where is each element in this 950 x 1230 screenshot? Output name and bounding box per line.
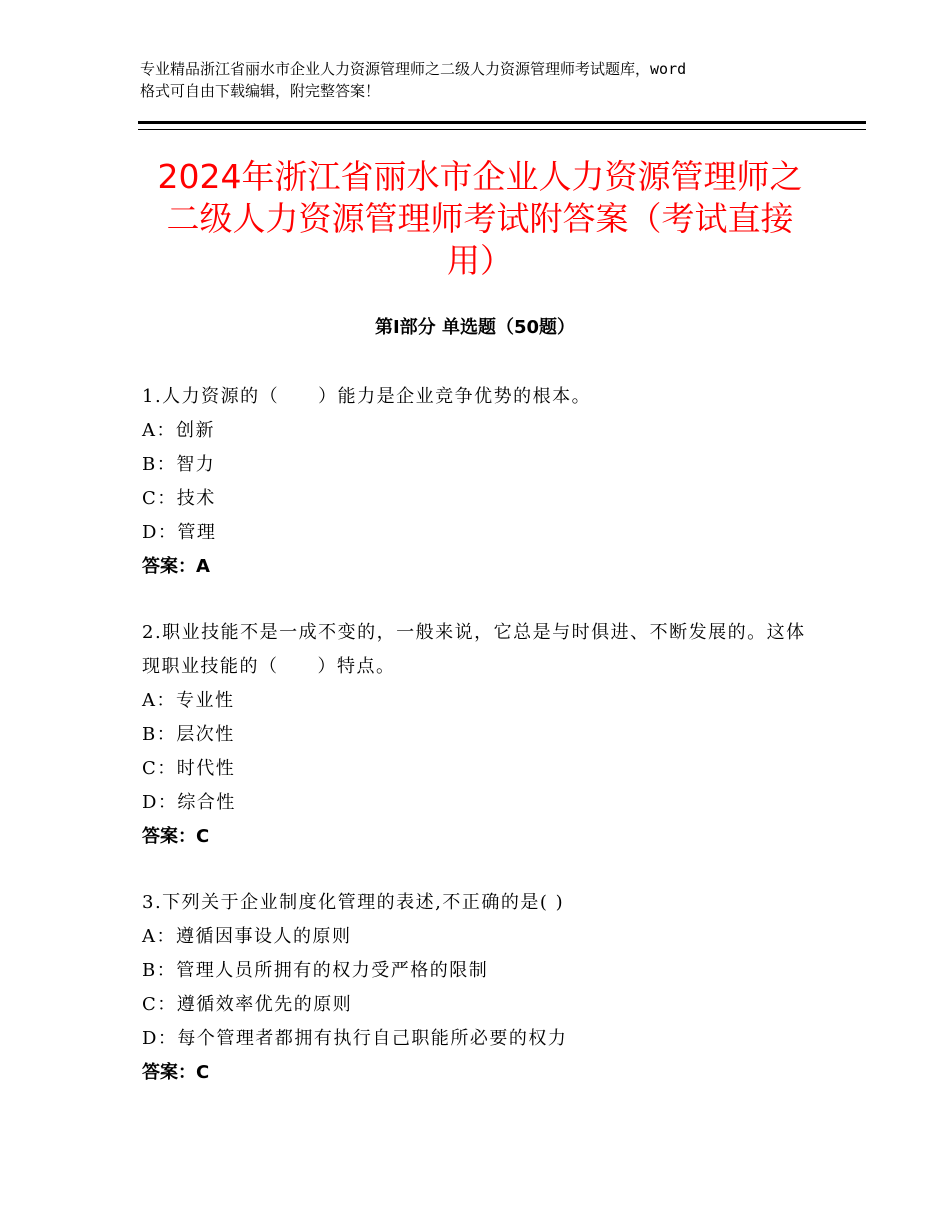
option-a: A：创新 xyxy=(142,420,215,441)
question-stem: 2.职业技能不是一成不变的，一般来说，它总是与时俱进、不断发展的。这体现职业技能的（ ）特点。 xyxy=(142,622,806,677)
header-note-line-2: 格式可自由下载编辑，附完整答案！ xyxy=(140,82,381,100)
header-divider xyxy=(138,121,866,130)
option-c: C：技术 xyxy=(142,488,216,509)
option-b: B：层次性 xyxy=(142,724,235,745)
option-a: A：专业性 xyxy=(142,690,235,711)
option-a: A：遵循因事设人的原则 xyxy=(142,926,352,947)
option-c: C：时代性 xyxy=(142,758,236,779)
answer-label: 答案：A xyxy=(142,556,210,577)
question-1 xyxy=(142,380,822,584)
header-note-line-1: 专业精品浙江省丽水市企业人力资源管理师之二级人力资源管理师考试题库，word xyxy=(140,60,687,78)
question-2 xyxy=(142,616,822,854)
option-d: D：综合性 xyxy=(142,792,236,813)
question-3 xyxy=(142,886,822,1090)
question-stem: 1.人力资源的（ ）能力是企业竞争优势的根本。 xyxy=(142,386,592,407)
document-title-line-1: 2024年浙江省丽水市企业人力资源管理师之 xyxy=(157,157,803,196)
document-title-line-3: 用） xyxy=(447,241,513,280)
question-stem: 3.下列关于企业制度化管理的表述,不正确的是( ) xyxy=(142,892,565,913)
option-d: D：管理 xyxy=(142,522,217,543)
answer-label: 答案：C xyxy=(142,826,210,847)
section-heading: 第Ⅰ部分 单选题（50题） xyxy=(374,317,575,338)
header-note xyxy=(140,58,820,102)
document-title-line-2: 二级人力资源管理师考试附答案（考试直接 xyxy=(166,199,794,238)
option-d: D：每个管理者都拥有执行自己职能所必要的权力 xyxy=(142,1028,568,1049)
document-title xyxy=(110,156,850,282)
option-b: B：管理人员所拥有的权力受严格的限制 xyxy=(142,960,489,981)
answer-label: 答案：C xyxy=(142,1062,210,1083)
option-b: B：智力 xyxy=(142,454,216,475)
question-list xyxy=(142,380,822,1122)
option-c: C：遵循效率优先的原则 xyxy=(142,994,353,1015)
